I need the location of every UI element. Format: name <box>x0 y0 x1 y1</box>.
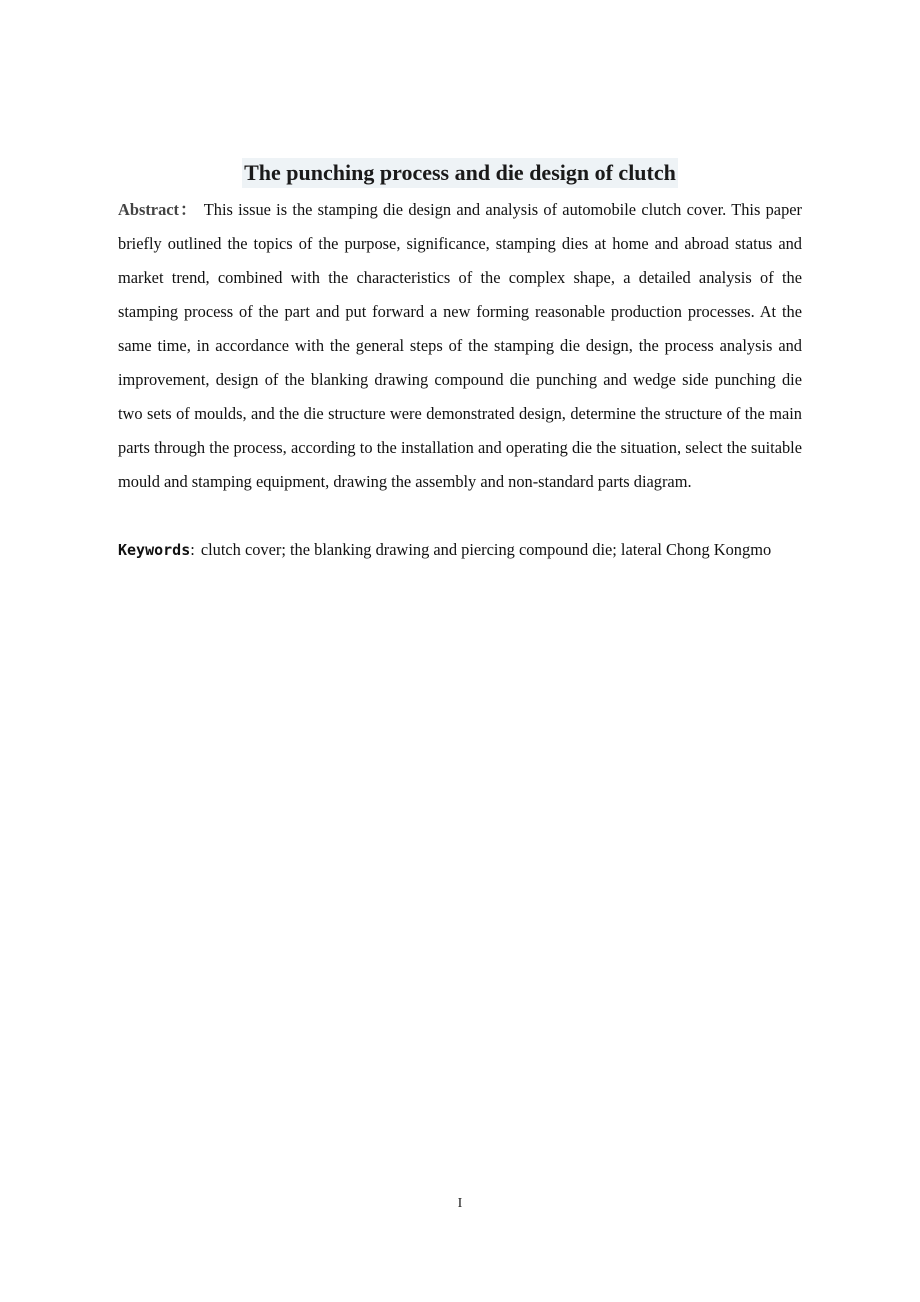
document-title: The punching process and die design of clutch <box>242 158 678 188</box>
keywords-paragraph <box>118 533 802 567</box>
keywords-separator: : <box>190 540 195 559</box>
abstract-text: This issue is the stamping die design and analysis of automobile clutch cover. This paper briefly outlined the topics of the purpose, significance, stamping dies at home and abroad status and market trend, combined with the characteristics of the complex shape, a detailed analysis of the stamping process of the part and put forward a new forming reasonable production processes. At the same time, in accordance with the general steps of the stamping die design, the process analysis and improvement, design of the blanking drawing compound die punching and wedge side punching die two sets of moulds, and the die structure were demonstrated design, determine the structure of the main parts through the process, according to the installation and operating die the situation, select the suitable mould and stamping equipment, drawing the assembly and non-standard parts diagram. <box>118 200 802 491</box>
title-container <box>0 158 920 188</box>
abstract-separator: ： <box>179 200 198 219</box>
keywords-text: clutch cover; the blanking drawing and piercing compound die; lateral Chong Kongmo <box>200 540 772 559</box>
keywords-label: Keywords <box>118 541 191 559</box>
abstract-label: Abstract <box>118 200 179 219</box>
page-number: I <box>457 1196 463 1211</box>
abstract-paragraph <box>118 193 802 499</box>
